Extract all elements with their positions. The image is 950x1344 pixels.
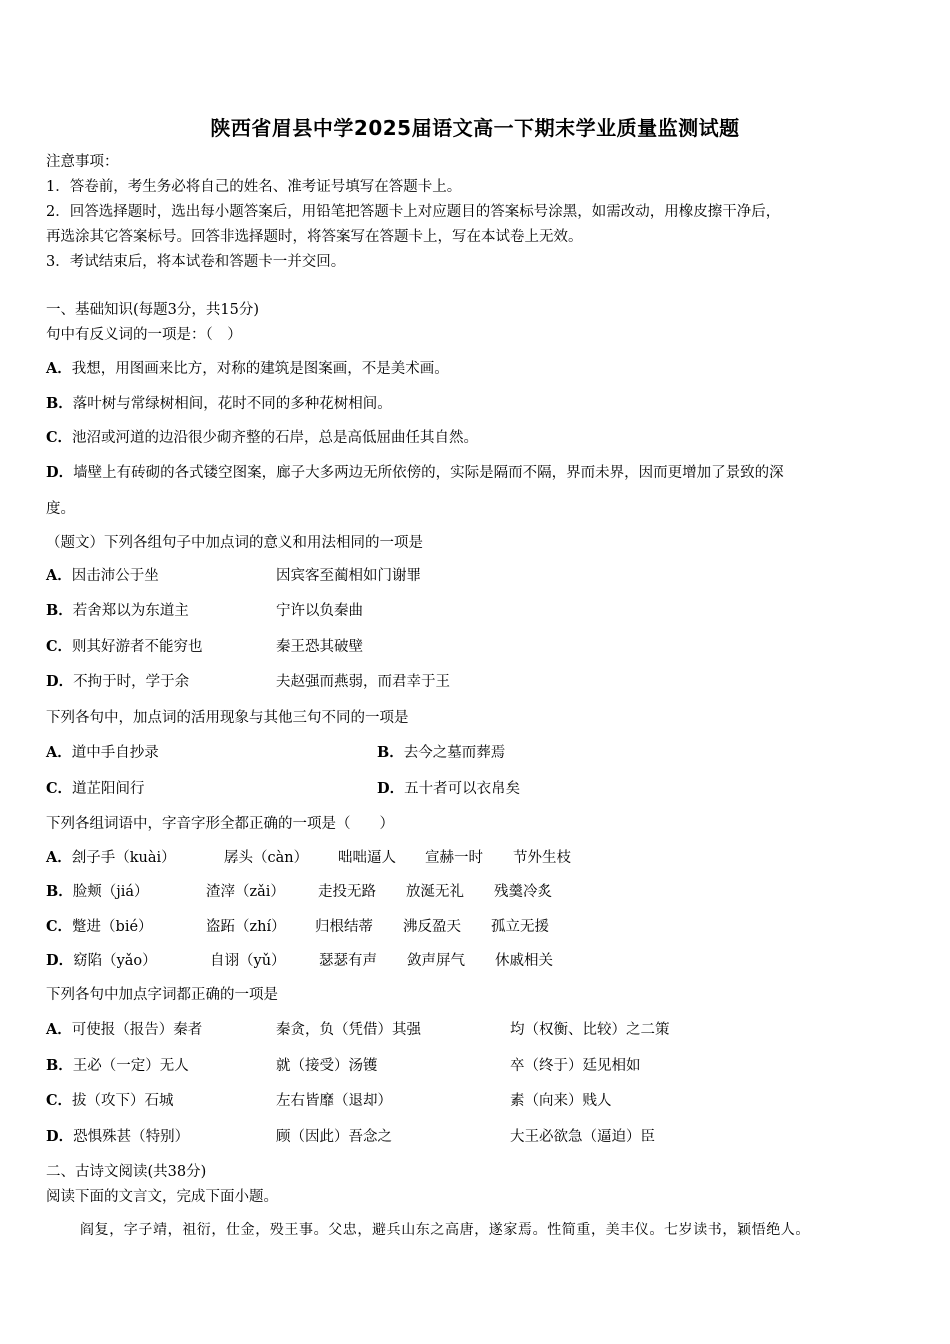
option-word: 沸反盈天 (403, 919, 461, 935)
q5-option-a (46, 1020, 202, 1040)
q3-stem: 下列各句中，加点词的活用现象与其他三句不同的一项是 (46, 710, 409, 726)
option-text: 落叶树与常绿树相间，花时不同的多种花树相间。 (72, 396, 392, 412)
option-text: 五十者可以衣帛矣 (404, 781, 521, 797)
section2-heading: 二、古诗文阅读(共38分) (46, 1164, 207, 1180)
option-word: 休戚相关 (495, 953, 553, 969)
option-col1: 可使报（报告）秦者 (71, 1022, 203, 1038)
option-letter: D． (46, 952, 74, 969)
option-word: 归根结蒂 (315, 919, 373, 935)
q1-stem: 句中有反义词的一项是：（ ） (46, 327, 242, 343)
option-left: 因击沛公于坐 (71, 568, 159, 584)
q3-option-d (377, 779, 520, 799)
option-letter: D． (46, 464, 74, 481)
option-col1: 恐惧殊甚（特别） (73, 1129, 190, 1145)
option-text: 道中手自抄录 (71, 745, 159, 761)
q3-option-a (46, 743, 159, 763)
option-col3: 大王必欲急（逼迫）臣 (510, 1129, 655, 1145)
option-letter: C． (46, 780, 73, 797)
page-title: 陕西省眉县中学2025届语文高一下期末学业质量监测试题 (210, 116, 740, 140)
q3-option-b (377, 743, 505, 763)
q2-option-d-right: 夫赵强而燕弱，而君幸于王 (276, 674, 450, 690)
notice-heading: 注意事项： (46, 154, 119, 170)
option-letter: D． (46, 1128, 74, 1145)
option-letter: A． (46, 1021, 72, 1038)
option-word: 残羹冷炙 (494, 884, 552, 900)
option-left: 则其好游者不能穷也 (72, 639, 203, 655)
notice-item-2-cont: 再选涂其它答案标号。回答非选择题时，将答案写在答题卡上，写在本试卷上无效。 (46, 229, 583, 245)
option-letter: B． (46, 395, 73, 412)
q3-option-c (46, 779, 145, 799)
q4-option-d (46, 951, 157, 971)
option-letter: D． (377, 780, 405, 797)
option-text: 道芷阳间行 (72, 781, 145, 797)
notice-item-3: 3．考试结束后，将本试卷和答题卡一并交回。 (46, 254, 346, 270)
q1-option-d (46, 463, 784, 483)
option-col2: 就（接受）汤镬 (276, 1058, 378, 1074)
option-letter: A． (46, 360, 72, 377)
option-word: 咄咄逼人 (338, 850, 396, 866)
option-letter: A． (46, 849, 72, 866)
option-word: 放涎无礼 (406, 884, 464, 900)
option-col1: 王必（一定）无人 (72, 1058, 189, 1074)
option-letter: C． (46, 638, 73, 655)
option-col2: 左右皆靡（退却） (276, 1093, 392, 1109)
q1-option-b (46, 394, 392, 414)
option-text: 我想，用图画来比方，对称的建筑是图案画，不是美术画。 (71, 361, 449, 377)
option-col2: 秦贪，负（凭借）其强 (276, 1022, 421, 1038)
option-col3: 素（向来）贱人 (510, 1093, 612, 1109)
option-col3: 卒（终于）廷见相如 (510, 1058, 641, 1074)
q4-stem: 下列各组词语中，字音字形全都正确的一项是（ ） (46, 816, 394, 832)
option-letter: B． (46, 883, 73, 900)
option-word: 敛声屏气 (407, 953, 465, 969)
option-left: 不拘于时，学于余 (73, 674, 190, 690)
option-col3: 均（权衡、比较）之二策 (510, 1022, 670, 1038)
q1-option-d-cont: 度。 (46, 501, 75, 517)
q4-option-a (46, 848, 176, 868)
section2-instruction: 阅读下面的文言文，完成下面小题。 (46, 1189, 278, 1205)
option-word: 窈陷（yǎo） (73, 953, 157, 969)
q1-option-c (46, 428, 478, 448)
option-letter: B． (377, 744, 404, 761)
q5-stem: 下列各句中加点字词都正确的一项是 (46, 987, 278, 1003)
option-word: 自诩（yǔ） (210, 953, 286, 969)
q2-option-c (46, 637, 203, 657)
q5-option-b (46, 1056, 189, 1076)
option-letter: B． (46, 1057, 73, 1074)
option-word: 刽子手（kuài） (71, 850, 176, 866)
option-text: 墙壁上有砖砌的各式镂空图案，廊子大多两边无所依傍的，实际是隔而不隔，界而未界，因而更增加了景致的深 (73, 465, 784, 481)
q2-option-b (46, 601, 189, 621)
q5-option-c (46, 1091, 174, 1111)
option-col1: 拔（攻下）石城 (72, 1093, 174, 1109)
option-left: 若舍郑以为东道主 (72, 603, 189, 619)
q1-option-a (46, 359, 449, 379)
option-letter: C． (46, 918, 73, 935)
q2-option-a (46, 566, 159, 586)
option-word: 宣赫一时 (425, 850, 483, 866)
option-letter: A． (46, 744, 72, 761)
option-word: 孱头（càn） (224, 850, 309, 866)
option-letter: D． (46, 673, 74, 690)
q2-option-a-right: 因宾客至蔺相如门谢罪 (276, 568, 421, 584)
q2-stem: （题文）下列各组句子中加点词的意义和用法相同的一项是 (46, 535, 423, 551)
option-text: 池沼或河道的边沿很少砌齐整的石岸，总是高低屈曲任其自然。 (72, 430, 479, 446)
option-text: 去今之墓而葬焉 (403, 745, 506, 761)
option-word: 走投无路 (318, 884, 376, 900)
notice-item-1: 1．答卷前，考生务必将自己的姓名、准考证号填写在答题卡上。 (46, 179, 462, 195)
q2-option-c-right: 秦王恐其破壁 (276, 639, 363, 655)
option-letter: C． (46, 429, 73, 446)
option-word: 渣滓（zǎi） (206, 884, 285, 900)
option-word: 脸颊（jiá） (72, 884, 149, 900)
option-word: 节外生枝 (513, 850, 571, 866)
q4-option-b (46, 882, 149, 902)
section1-heading: 一、基础知识(每题3分，共15分) (46, 302, 259, 318)
option-letter: B． (46, 602, 73, 619)
option-word: 蹩进（bié） (72, 919, 153, 935)
option-word: 瑟瑟有声 (319, 953, 377, 969)
q4-option-c (46, 917, 153, 937)
notice-item-2: 2．回答选择题时，选出每小题答案后，用铅笔把答题卡上对应题目的答案标号涂黑，如需改动，用橡皮擦干净后， (46, 204, 781, 220)
q2-option-d (46, 672, 189, 692)
option-letter: A． (46, 567, 72, 584)
passage-text: 阎复，字子靖，祖衍，仕金，殁王事。父忠，避兵山东之高唐，遂家焉。性简重，美丰仪。七岁读书，颖悟绝人。 (80, 1222, 810, 1238)
option-word: 孤立无援 (491, 919, 549, 935)
option-col2: 顾（因此）吾念之 (276, 1129, 392, 1145)
option-letter: C． (46, 1092, 73, 1109)
option-word: 盗跖（zhí） (206, 919, 286, 935)
q5-option-d (46, 1127, 189, 1147)
q2-option-b-right: 宁许以负秦曲 (276, 603, 363, 619)
